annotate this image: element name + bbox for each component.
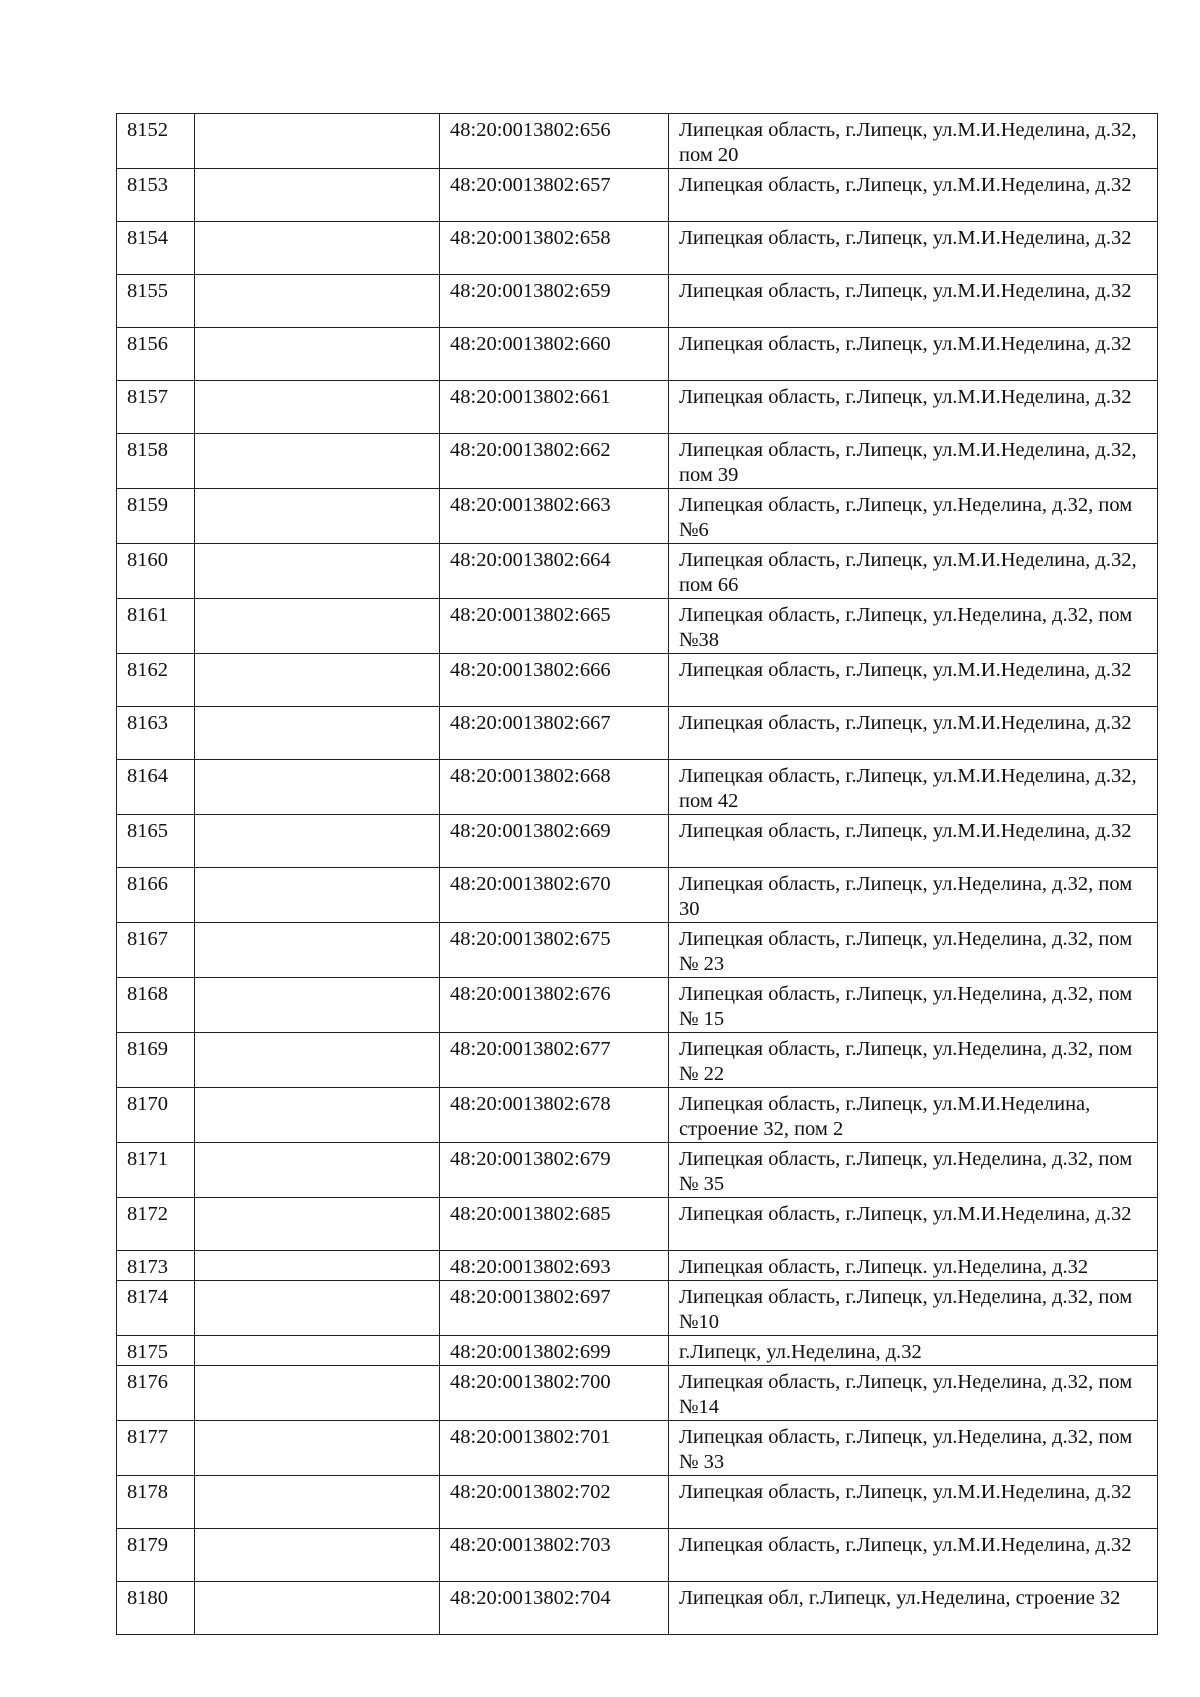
cadastral-number-cell: 48:20:0013802:704 xyxy=(440,1582,669,1635)
cadastral-number-cell: 48:20:0013802:678 xyxy=(440,1088,669,1143)
name-cell xyxy=(195,815,440,868)
cadastral-number-cell: 48:20:0013802:693 xyxy=(440,1251,669,1281)
address-cell: Липецкая область, г.Липецк, ул.М.И.Неделина, д.32 xyxy=(669,1476,1158,1529)
address-cell: Липецкая область, г.Липецк, ул.Неделина, д.32, пом № 22 xyxy=(669,1033,1158,1088)
row-number-cell: 8170 xyxy=(117,1088,195,1143)
cadastral-number-cell: 48:20:0013802:700 xyxy=(440,1366,669,1421)
cadastral-number-cell: 48:20:0013802:667 xyxy=(440,707,669,760)
address-cell: Липецкая область, г.Липецк, ул.М.И.Неделина, д.32, пом 66 xyxy=(669,544,1158,599)
address-cell: Липецкая область, г.Липецк, ул.М.И.Неделина, д.32 xyxy=(669,169,1158,222)
address-cell: Липецкая область, г.Липецк, ул.М.И.Неделина, д.32 xyxy=(669,275,1158,328)
name-cell xyxy=(195,1421,440,1476)
row-number-cell: 8163 xyxy=(117,707,195,760)
address-cell: Липецкая область, г.Липецк, ул.М.И.Неделина, д.32 xyxy=(669,222,1158,275)
row-number-cell: 8175 xyxy=(117,1336,195,1366)
row-number-cell: 8176 xyxy=(117,1366,195,1421)
table-row xyxy=(117,654,1158,707)
cadastral-number-cell: 48:20:0013802:666 xyxy=(440,654,669,707)
name-cell xyxy=(195,1281,440,1336)
cadastral-number-cell: 48:20:0013802:685 xyxy=(440,1198,669,1251)
row-number-cell: 8167 xyxy=(117,923,195,978)
table-row xyxy=(117,434,1158,489)
table-row xyxy=(117,114,1158,169)
row-number-cell: 8156 xyxy=(117,328,195,381)
row-number-cell: 8155 xyxy=(117,275,195,328)
address-cell: Липецкая область, г.Липецк, ул.М.И.Неделина, д.32 xyxy=(669,1529,1158,1582)
table-row xyxy=(117,599,1158,654)
cadastral-number-cell: 48:20:0013802:679 xyxy=(440,1143,669,1198)
row-number-cell: 8178 xyxy=(117,1476,195,1529)
name-cell xyxy=(195,654,440,707)
row-number-cell: 8159 xyxy=(117,489,195,544)
table-row xyxy=(117,275,1158,328)
property-table-body xyxy=(117,114,1158,1635)
row-number-cell: 8180 xyxy=(117,1582,195,1635)
row-number-cell: 8158 xyxy=(117,434,195,489)
table-row xyxy=(117,978,1158,1033)
table-row xyxy=(117,1198,1158,1251)
name-cell xyxy=(195,1251,440,1281)
row-number-cell: 8160 xyxy=(117,544,195,599)
address-cell: Липецкая область, г.Липецк, ул.Неделина, д.32, пом № 35 xyxy=(669,1143,1158,1198)
name-cell xyxy=(195,1033,440,1088)
table-row xyxy=(117,1088,1158,1143)
row-number-cell: 8173 xyxy=(117,1251,195,1281)
cadastral-number-cell: 48:20:0013802:659 xyxy=(440,275,669,328)
address-cell: Липецкая область, г.Липецк, ул.М.И.Неделина, д.32, пом 20 xyxy=(669,114,1158,169)
name-cell xyxy=(195,1366,440,1421)
address-cell: Липецкая область, г.Липецк, ул.М.И.Неделина, строение 32, пом 2 xyxy=(669,1088,1158,1143)
name-cell xyxy=(195,328,440,381)
table-row xyxy=(117,923,1158,978)
name-cell xyxy=(195,707,440,760)
name-cell xyxy=(195,1336,440,1366)
row-number-cell: 8171 xyxy=(117,1143,195,1198)
name-cell xyxy=(195,978,440,1033)
address-cell: Липецкая область, г.Липецк, ул.М.И.Неделина, д.32 xyxy=(669,381,1158,434)
cadastral-number-cell: 48:20:0013802:699 xyxy=(440,1336,669,1366)
name-cell xyxy=(195,544,440,599)
address-cell: Липецкая область, г.Липецк, ул.М.И.Неделина, д.32 xyxy=(669,328,1158,381)
name-cell xyxy=(195,760,440,815)
name-cell xyxy=(195,1529,440,1582)
address-cell: Липецкая область, г.Липецк, ул.М.И.Неделина, д.32 xyxy=(669,815,1158,868)
table-row xyxy=(117,381,1158,434)
name-cell xyxy=(195,1143,440,1198)
address-cell: Липецкая область, г.Липецк, ул.Неделина, д.32, пом № 23 xyxy=(669,923,1158,978)
address-cell: Липецкая область, г.Липецк, ул.М.И.Неделина, д.32 xyxy=(669,654,1158,707)
name-cell xyxy=(195,1198,440,1251)
name-cell xyxy=(195,381,440,434)
row-number-cell: 8154 xyxy=(117,222,195,275)
name-cell xyxy=(195,868,440,923)
row-number-cell: 8177 xyxy=(117,1421,195,1476)
table-row xyxy=(117,1143,1158,1198)
address-cell: Липецкая область, г.Липецк, ул.Неделина, д.32, пом 30 xyxy=(669,868,1158,923)
table-row xyxy=(117,1281,1158,1336)
name-cell xyxy=(195,169,440,222)
name-cell xyxy=(195,1088,440,1143)
cadastral-number-cell: 48:20:0013802:669 xyxy=(440,815,669,868)
table-row xyxy=(117,1033,1158,1088)
row-number-cell: 8153 xyxy=(117,169,195,222)
property-table xyxy=(116,113,1158,1635)
cadastral-number-cell: 48:20:0013802:660 xyxy=(440,328,669,381)
row-number-cell: 8169 xyxy=(117,1033,195,1088)
row-number-cell: 8165 xyxy=(117,815,195,868)
table-row xyxy=(117,1366,1158,1421)
row-number-cell: 8179 xyxy=(117,1529,195,1582)
address-cell: Липецкая область, г.Липецк, ул.Неделина, д.32, пом № 15 xyxy=(669,978,1158,1033)
name-cell xyxy=(195,489,440,544)
cadastral-number-cell: 48:20:0013802:662 xyxy=(440,434,669,489)
row-number-cell: 8161 xyxy=(117,599,195,654)
table-row xyxy=(117,328,1158,381)
address-cell: Липецкая обл, г.Липецк, ул.Неделина, строение 32 xyxy=(669,1582,1158,1635)
table-row xyxy=(117,1251,1158,1281)
address-cell: Липецкая область, г.Липецк, ул.Неделина, д.32, пом № 33 xyxy=(669,1421,1158,1476)
table-row xyxy=(117,169,1158,222)
cadastral-number-cell: 48:20:0013802:670 xyxy=(440,868,669,923)
row-number-cell: 8162 xyxy=(117,654,195,707)
row-number-cell: 8152 xyxy=(117,114,195,169)
address-cell: Липецкая область, г.Липецк, ул.Неделина, д.32, пом №38 xyxy=(669,599,1158,654)
cadastral-number-cell: 48:20:0013802:676 xyxy=(440,978,669,1033)
cadastral-number-cell: 48:20:0013802:697 xyxy=(440,1281,669,1336)
name-cell xyxy=(195,1582,440,1635)
name-cell xyxy=(195,923,440,978)
name-cell xyxy=(195,222,440,275)
cadastral-number-cell: 48:20:0013802:657 xyxy=(440,169,669,222)
cadastral-number-cell: 48:20:0013802:664 xyxy=(440,544,669,599)
name-cell xyxy=(195,114,440,169)
cadastral-number-cell: 48:20:0013802:665 xyxy=(440,599,669,654)
table-row xyxy=(117,544,1158,599)
address-cell: Липецкая область, г.Липецк. ул.Неделина, д.32 xyxy=(669,1251,1158,1281)
table-row xyxy=(117,222,1158,275)
row-number-cell: 8174 xyxy=(117,1281,195,1336)
cadastral-number-cell: 48:20:0013802:661 xyxy=(440,381,669,434)
cadastral-number-cell: 48:20:0013802:668 xyxy=(440,760,669,815)
cadastral-number-cell: 48:20:0013802:656 xyxy=(440,114,669,169)
cadastral-number-cell: 48:20:0013802:701 xyxy=(440,1421,669,1476)
name-cell xyxy=(195,1476,440,1529)
table-row xyxy=(117,489,1158,544)
address-cell: Липецкая область, г.Липецк, ул.М.И.Неделина, д.32 xyxy=(669,1198,1158,1251)
table-row xyxy=(117,1421,1158,1476)
table-row xyxy=(117,707,1158,760)
table-row xyxy=(117,868,1158,923)
cadastral-number-cell: 48:20:0013802:663 xyxy=(440,489,669,544)
name-cell xyxy=(195,599,440,654)
table-row xyxy=(117,1582,1158,1635)
row-number-cell: 8168 xyxy=(117,978,195,1033)
table-row xyxy=(117,1529,1158,1582)
cadastral-number-cell: 48:20:0013802:702 xyxy=(440,1476,669,1529)
address-cell: Липецкая область, г.Липецк, ул.Неделина, д.32, пом №6 xyxy=(669,489,1158,544)
row-number-cell: 8157 xyxy=(117,381,195,434)
cadastral-number-cell: 48:20:0013802:675 xyxy=(440,923,669,978)
cadastral-number-cell: 48:20:0013802:658 xyxy=(440,222,669,275)
cadastral-number-cell: 48:20:0013802:703 xyxy=(440,1529,669,1582)
table-row xyxy=(117,1336,1158,1366)
address-cell: Липецкая область, г.Липецк, ул.М.И.Неделина, д.32, пом 39 xyxy=(669,434,1158,489)
row-number-cell: 8166 xyxy=(117,868,195,923)
table-row xyxy=(117,815,1158,868)
address-cell: Липецкая область, г.Липецк, ул.М.И.Неделина, д.32, пом 42 xyxy=(669,760,1158,815)
address-cell: Липецкая область, г.Липецк, ул.Неделина, д.32, пом №14 xyxy=(669,1366,1158,1421)
address-cell: Липецкая область, г.Липецк, ул.М.И.Неделина, д.32 xyxy=(669,707,1158,760)
address-cell: Липецкая область, г.Липецк, ул.Неделина, д.32, пом №10 xyxy=(669,1281,1158,1336)
row-number-cell: 8172 xyxy=(117,1198,195,1251)
cadastral-number-cell: 48:20:0013802:677 xyxy=(440,1033,669,1088)
address-cell: г.Липецк, ул.Неделина, д.32 xyxy=(669,1336,1158,1366)
name-cell xyxy=(195,275,440,328)
table-row xyxy=(117,1476,1158,1529)
name-cell xyxy=(195,434,440,489)
table-row xyxy=(117,760,1158,815)
row-number-cell: 8164 xyxy=(117,760,195,815)
